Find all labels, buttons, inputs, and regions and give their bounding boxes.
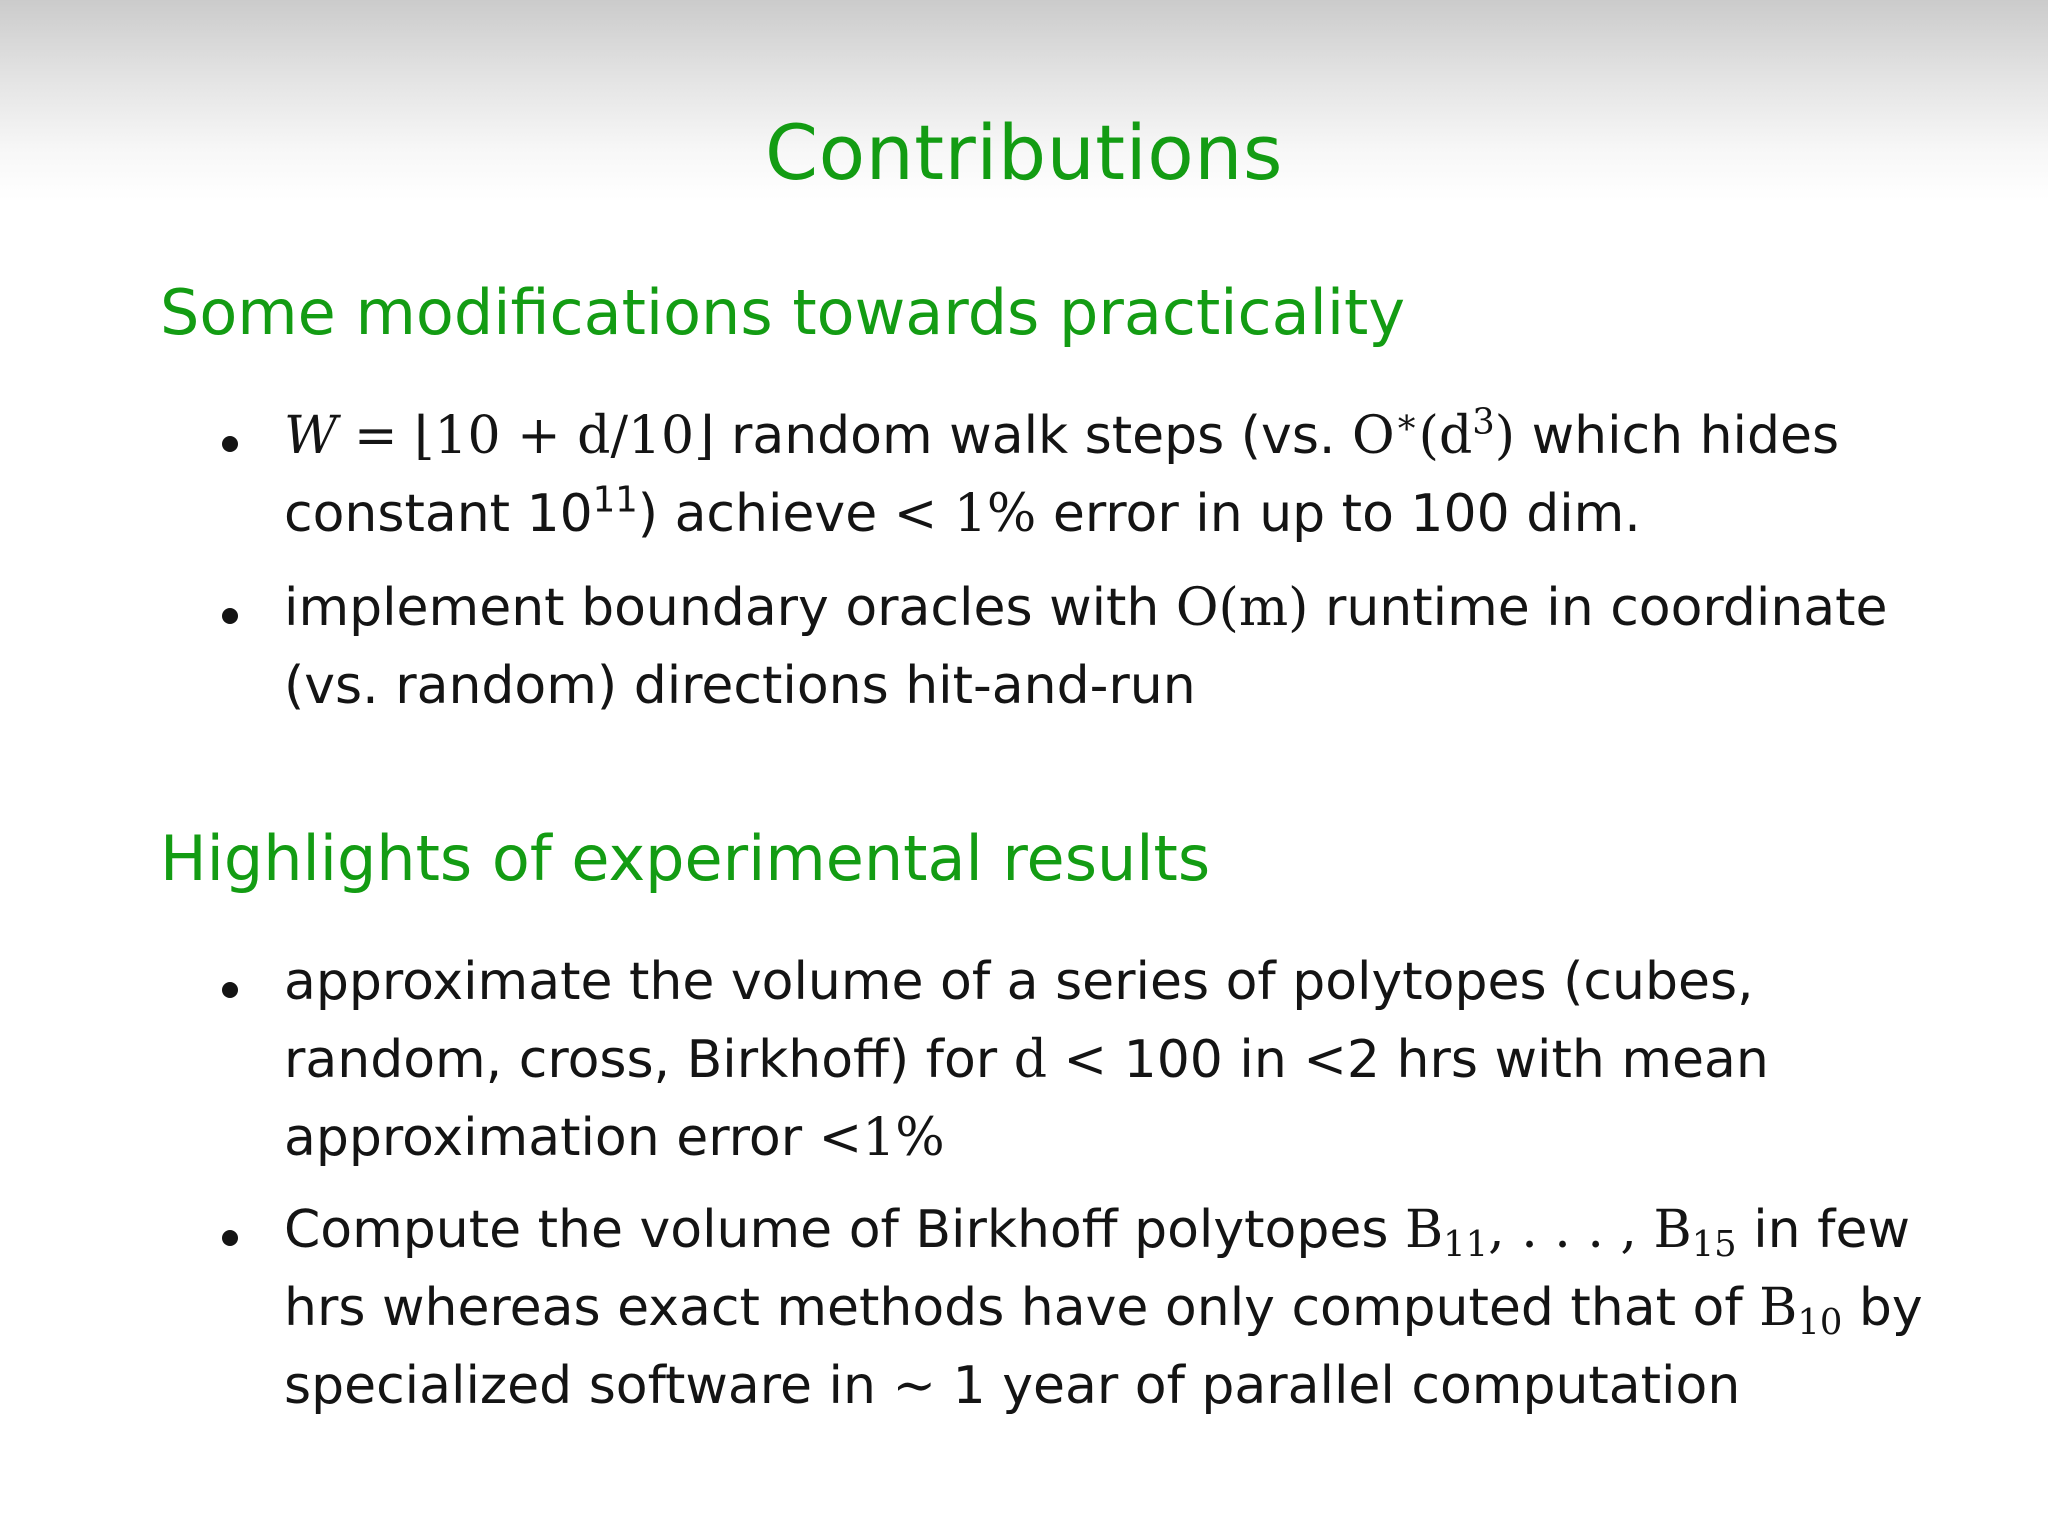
section-heading-modifications: Some modifications towards practicality bbox=[160, 276, 1406, 349]
bullet-line: hrs whereas exact methods have only computed that of $B_{10}$ by bbox=[284, 1278, 1923, 1343]
bullet-line: specialized software in ∼ 1 year of parallel computation bbox=[284, 1356, 1741, 1416]
bullet-line: W = ⌊10 + d/10⌋ random walk steps (vs. $O^∗(d^3)$ which hides bbox=[284, 401, 1840, 466]
bullet-dot bbox=[222, 1230, 238, 1246]
bullet-line: approximation error <1% bbox=[284, 1108, 945, 1168]
bullet-dot bbox=[222, 436, 238, 452]
bullet-line: random, cross, Birkhoff) for d < 100 in <2 hrs with mean bbox=[284, 1030, 1769, 1090]
bullet-line: implement boundary oracles with O(m) runtime in coordinate bbox=[284, 578, 1888, 638]
bullet-dot bbox=[222, 608, 238, 624]
slide-title: Contributions bbox=[765, 108, 1283, 197]
section-heading-highlights: Highlights of experimental results bbox=[160, 822, 1211, 895]
bullet-line: approximate the volume of a series of polytopes (cubes, bbox=[284, 952, 1754, 1012]
bullet-line: constant $10^{11}$) achieve < 1% error in up to 100 dim. bbox=[284, 479, 1641, 544]
bullet-line: (vs. random) directions hit-and-run bbox=[284, 656, 1196, 716]
bullet-dot bbox=[222, 982, 238, 998]
bullet-line: Compute the volume of Birkhoff polytopes $B_{11}$, . . . , $B_{15}$ in few bbox=[284, 1200, 1910, 1265]
